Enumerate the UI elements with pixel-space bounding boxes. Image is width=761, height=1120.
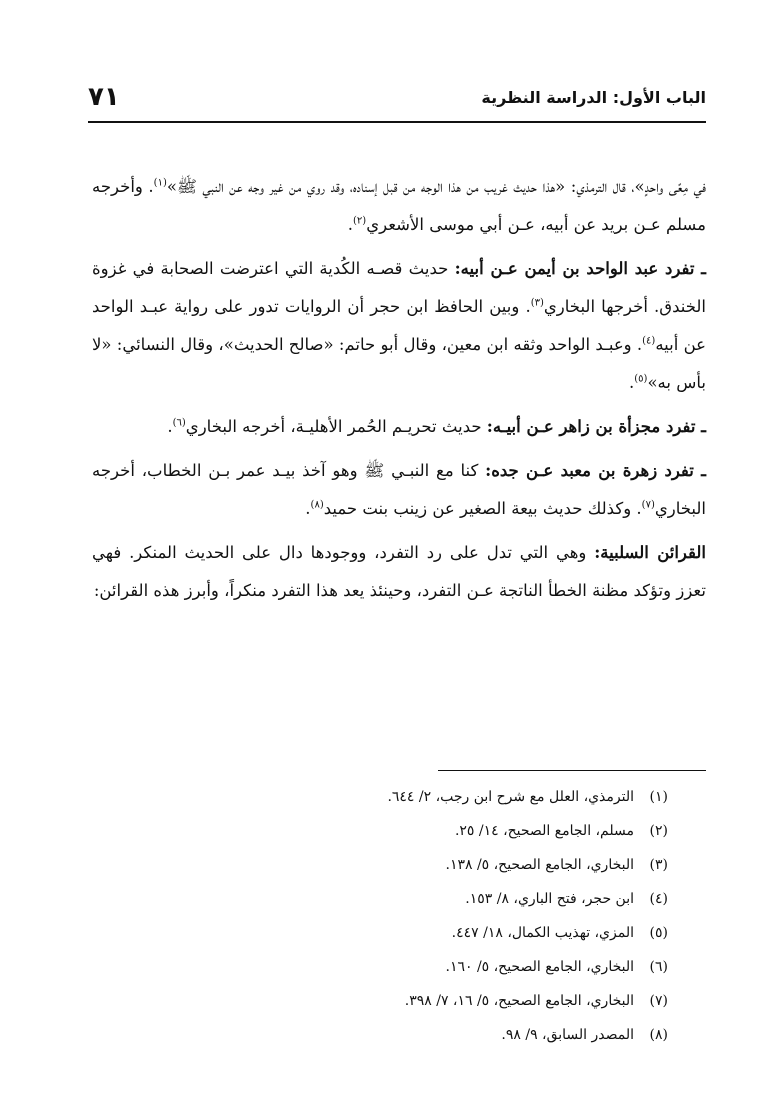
running-header <box>88 84 706 120</box>
footnote-ref: (٦) <box>172 417 186 429</box>
footnote-number: (٤) <box>649 891 668 907</box>
paragraph-4 <box>92 452 706 528</box>
paragraph-text: حديث تحريـم الحُمر الأهليـة، أخرجه البخاري <box>185 417 487 436</box>
paragraph-2 <box>92 250 706 402</box>
paragraph-lead: ـ تفرد زهرة بن معبد عـن جده: <box>485 461 706 480</box>
running-title: الباب الأول: الدراسة النظرية <box>481 88 706 107</box>
footnote-text: المزي، تهذيب الكمال، ١٨/ ٤٤٧. <box>451 925 634 941</box>
paragraph-text: . <box>347 215 354 234</box>
paragraph-1 <box>92 168 706 244</box>
paragraph-text: وهي التي تدل على رد التفرد، ووجودها دال على الحديث المنكر. فهي تعزز وتؤكد مظنة الخطأ الناتجة عـن التفرد، وحينئذ يعد هذا التفرد منكراً، وأبرز هذه القرائن: <box>92 543 706 600</box>
body-text <box>92 168 706 616</box>
paragraph-text: . وعبـد الواحد وثقه ابن معين، وقال أبو حاتم: «صالح الحديث»، وقال النسائي: «لا بأس به» <box>92 335 706 392</box>
footnote-number: (١) <box>649 789 668 805</box>
paragraph-3 <box>92 408 706 446</box>
footnote-number: (٦) <box>649 959 668 975</box>
paragraph-text: . وأخرجه مسلم عـن بريد عن أبيه، عـن أبي موسى الأشعري <box>92 177 706 234</box>
footnote-number: (٣) <box>649 857 668 873</box>
footnote-text: البخاري، الجامع الصحيح، ٥/ ١٣٨. <box>445 857 634 873</box>
footnote-number: (٥) <box>649 925 668 941</box>
paragraph-lead: القرائن السلبية: <box>594 543 706 562</box>
paragraph-text: . وبين الحافظ ابن حجر أن الروايات تدور على رواية عبـد الواحد عن أبيه <box>92 297 706 354</box>
footnote-ref: (٤) <box>642 335 656 347</box>
footnote-text: البخاري، الجامع الصحيح، ٥/ ١٦٠. <box>445 959 634 975</box>
footnote-rule <box>438 770 706 771</box>
footnotes <box>200 780 668 1052</box>
footnote-ref: (٧) <box>641 499 655 511</box>
paragraph-text: . وكذلك حديث بيعة الصغير عن زينب بنت حميد <box>323 499 642 518</box>
paragraph-lead: ـ تفرد عبد الواحد بن أيمن عـن أبيه: <box>454 259 707 278</box>
paragraph-text: حديث قصـه الكُدية التي اعترضت الصحابة في غزوة الخندق. أخرجها البخاري <box>92 259 706 316</box>
footnote-ref: (١) <box>153 177 167 189</box>
footnote <box>200 814 668 848</box>
footnote <box>200 882 668 916</box>
paragraph-text: . <box>629 373 635 392</box>
footnote <box>200 916 668 950</box>
footnote-text: الترمذي، العلل مع شرح ابن رجب، ٢/ ٦٤٤. <box>387 789 634 805</box>
footnote-number: (٢) <box>649 823 668 839</box>
footnote-number: (٧) <box>649 993 668 1009</box>
page-number: ٧١ <box>88 82 120 112</box>
footnote-text: البخاري، الجامع الصحيح، ٥/ ١٦، ٧/ ٣٩٨. <box>404 993 634 1009</box>
footnote <box>200 1018 668 1052</box>
footnote-ref: (٨) <box>310 499 324 511</box>
paragraph-lead: ـ تفرد مجزأة بن زاهر عـن أبيـه: <box>486 417 706 436</box>
footnote-ref: (٣) <box>530 297 544 309</box>
footnote <box>200 848 668 882</box>
footnote-text: ابن حجر، فتح الباري، ٨/ ١٥٣. <box>465 891 634 907</box>
footnote-ref: (٥) <box>634 373 648 385</box>
header-rule <box>88 121 706 123</box>
footnote-ref: (٢) <box>353 215 367 227</box>
paragraph-text: كنا مع النبـي ﷺ وهو آخذ بيـد عمر بـن الخطاب، أخرجه البخاري <box>92 461 706 518</box>
footnote-number: (٨) <box>649 1027 668 1043</box>
footnote <box>200 950 668 984</box>
paragraph-text: في مِعًى واحدٍ»، قال الترمذي: «هذا حديث غريب من هذا الوجه من قبل إسناده، وقد روي من غير وجه عن النبي ﷺ» <box>166 177 706 196</box>
footnote <box>200 780 668 814</box>
paragraph-5 <box>92 534 706 610</box>
footnote-text: المصدر السابق، ٩/ ٩٨. <box>501 1027 634 1043</box>
footnote-text: مسلم، الجامع الصحيح، ١٤/ ٢٥. <box>454 823 634 839</box>
footnote <box>200 984 668 1018</box>
paragraph-text: . <box>167 417 173 436</box>
paragraph-text: . <box>305 499 311 518</box>
